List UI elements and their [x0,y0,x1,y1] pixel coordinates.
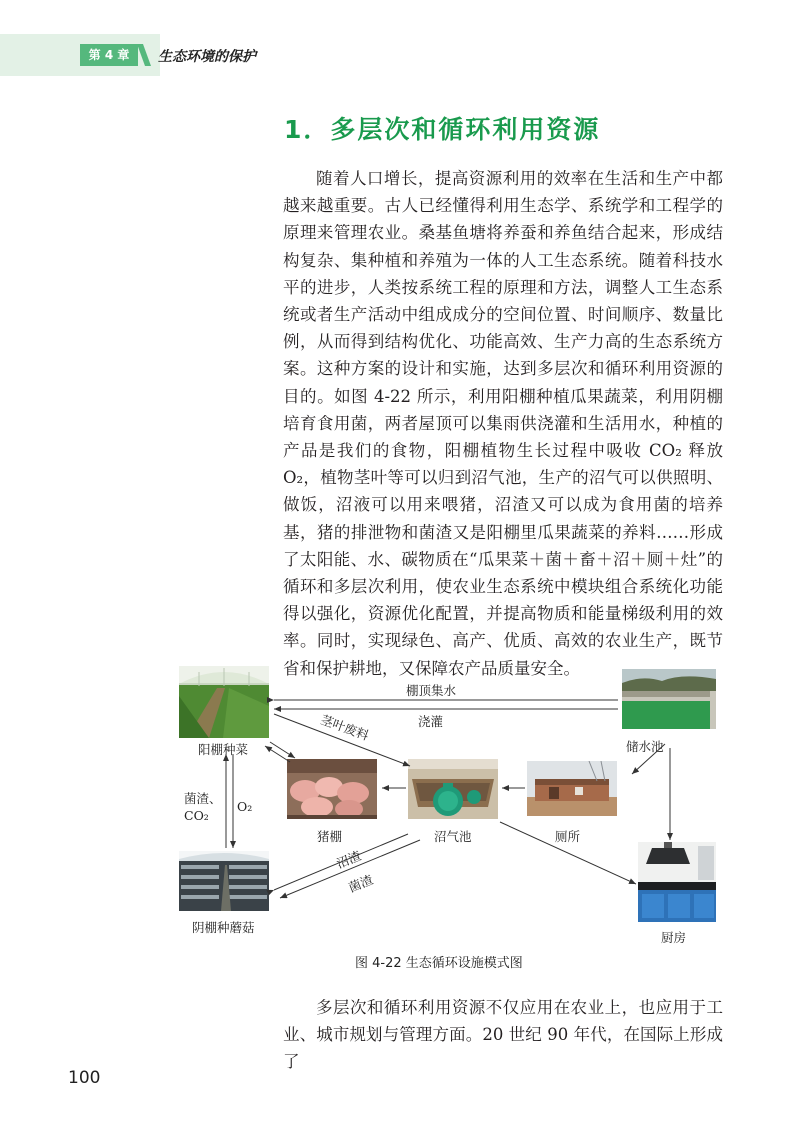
label-kitchen: 厨房 [661,930,687,945]
label-toilet: 厕所 [555,829,581,844]
arrow-greenhouse-pigsty [270,742,295,758]
running-header [0,34,800,76]
section-title: 1．多层次和循环利用资源 [284,115,601,144]
arrow-label-o2: O₂ [237,799,253,814]
chapter-title: 生态环境的保护 [158,49,256,65]
label-reservoir: 储水池 [626,739,664,754]
label-pigsty: 猪棚 [317,829,343,844]
label-greenhouse-shade: 阴棚种蘑菇 [192,920,255,935]
label-greenhouse-sunny: 阳棚种菜 [198,742,249,757]
figure-caption: 图 4-22 生态循环设施模式图 [355,956,523,971]
arrow-biogas-kitchen [500,822,636,884]
chapter-label: 第 4 章 [80,44,138,66]
arrow-label-irrigation: 浇灌 [418,714,444,729]
header-slash-decoration [137,44,155,66]
arrow-label-mushroom-residue: 菌渣 [346,871,376,896]
page-number: 100 [68,1068,101,1088]
arrow-label-fungus-co2: 菌渣、CO₂ [184,791,222,823]
arrow-pigsty-greenhouse [265,746,290,762]
arrow-label-stem-waste: 茎叶废料 [318,711,371,744]
figure-4-22 [170,662,730,947]
arrow-label-roof-water: 棚顶集水 [406,683,457,698]
label-biogas: 沼气池 [434,829,472,844]
flow-arrows [170,662,730,947]
body-paragraph-1: 随着人口增长，提高资源利用的效率在生活和生产中都越来越重要。古人已经懂得利用生态学、系统学和工程学的原理来管理农业。桑基鱼塘将养蚕和养鱼结合起来，形成结构复杂、集种植和养殖为一体的人工生态系统。随着科技水平的进步，人类按系统工程的原理和方法，调整人工生态系统或者生产活动中组成成分的空间位置、时间顺序、数量比例，从而得到结构优化、功能高效、生产力高的生态系统方案。这种方案的设计和实施，达到多层次和循环利用资源的目的。如图 4-22 所示，利用阳棚种植瓜果蔬菜，利用阴棚培育食用菌，两者屋顶可以集雨供浇灌和生活用水，种植的产品是我们的食物，阳棚植物生长过程中吸收 CO₂ 释放 O₂，植物茎叶等可以归到沼气池，生产的沼气可以供照明、做饭，沼液可以用来喂猪，沼渣又可以成为食用菌的培养基，猪的排泄物和菌渣又是阳棚里瓜果蔬菜的养料……形成了太阳能、水、碳物质在“瓜果菜＋菌＋畜＋沼＋厕＋灶”的循环和多层次利用，使农业生态系统中模块组合系统化功能得以强化，资源优化配置，并提高物质和能量梯级利用的效率。同时，实现绿色、高产、优质、高效的农业生产，既节省和保护耕地，又保障农产品质量安全。 [283,169,723,678]
arrow-reservoir-kitchen [632,744,665,774]
body-paragraph-2: 多层次和循环利用资源不仅应用在农业上，也应用于工业、城市规划与管理方面。20 世纪 90 年代，在国际上形成了 [283,998,723,1072]
arrow-label-biogas-residue: 沼渣 [334,847,364,872]
